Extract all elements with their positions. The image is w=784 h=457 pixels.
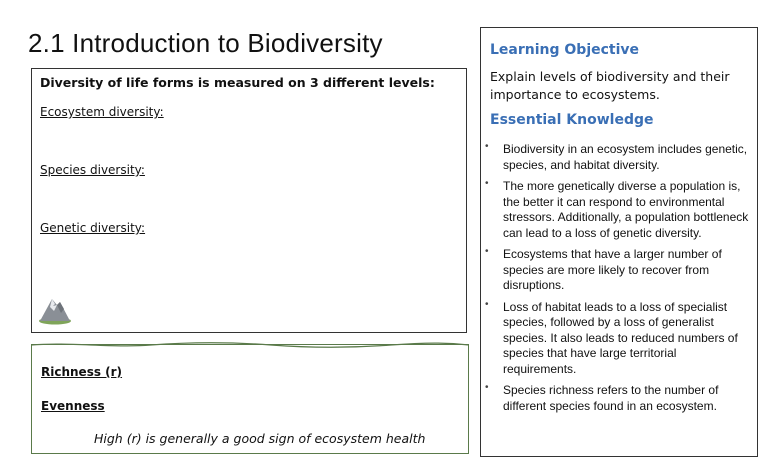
learning-objective-text: Explain levels of biodiversity and their importance to ecosystems. xyxy=(490,69,730,102)
richness-note: High (r) is generally a good sign of ecosystem health xyxy=(94,431,426,446)
essential-knowledge-list xyxy=(485,142,753,420)
essential-knowledge-heading: Essential Knowledge xyxy=(490,112,654,128)
richness-label: Richness (r) xyxy=(41,365,123,379)
mountain-icon xyxy=(38,295,72,325)
species-diversity-label: Species diversity: xyxy=(40,163,145,177)
levels-heading: Diversity of life forms is measured on 3 different levels: xyxy=(40,75,435,90)
bullet-icon: • xyxy=(485,141,489,152)
bullet-icon: • xyxy=(485,382,489,393)
wavy-border xyxy=(31,341,469,349)
objectives-panel xyxy=(480,27,758,457)
learning-objective-heading: Learning Objective xyxy=(490,42,640,58)
evenness-label: Evenness xyxy=(41,399,105,413)
ecosystem-diversity-label: Ecosystem diversity: xyxy=(40,105,164,119)
list-item: • Loss of habitat leads to a loss of specialist species, followed by a loss of generalist species. It also leads to reduced numbers of species that have large territorial requirements. xyxy=(485,298,738,376)
genetic-diversity-label: Genetic diversity: xyxy=(40,221,146,235)
bullet-icon: • xyxy=(485,178,489,189)
measurement-box xyxy=(31,344,469,454)
diversity-levels-box xyxy=(31,68,467,333)
list-item: • The more genetically diverse a population is, the better it can respond to environmental stressors. Additionally, a population bottleneck can lead to a loss of genetic diversity. xyxy=(485,178,749,240)
bullet-icon: • xyxy=(485,298,489,310)
page-title: 2.1 Introduction to Biodiversity xyxy=(28,28,383,58)
list-item: • Species richness refers to the number of different species found in an ecosystem. xyxy=(485,382,719,413)
bullet-icon: • xyxy=(485,246,489,257)
list-item: • Ecosystems that have a larger number of species are more likely to recover from disruptions. xyxy=(485,246,722,292)
list-item: • Biodiversity in an ecosystem includes genetic, species, and habitat diversity. xyxy=(485,141,748,172)
